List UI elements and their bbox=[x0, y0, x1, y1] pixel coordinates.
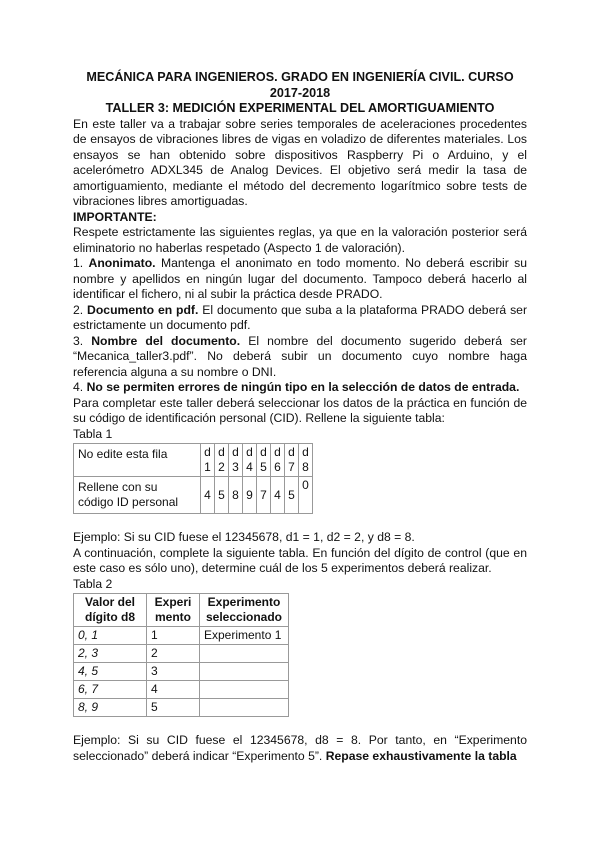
table-cell: 5 bbox=[147, 699, 200, 717]
rule-3: 3. Nombre del documento. El nombre del documento sugerido deberá ser “Mecanica_taller3.pdf”. No deberá subir un documento cuyo nombre haga referencia alguna a su nombre o DNI. bbox=[73, 333, 527, 379]
intro-paragraph: En este taller va a trabajar sobre series temporales de aceleraciones procedentes de ensayos de vibraciones libres de vigas en voladizo de diferentes materiales. Los ensayos se han obtenido sobre dispositivos Raspberry Pi o Arduino, y el acelerómetro ADXL345 de Analog Devices. El objetivo será medir la tasa de amortiguamiento, mediante el método del decremento logarítmico sobre tests de vibraciones libres amortiguadas. bbox=[73, 116, 527, 208]
table-cell: 2, 3 bbox=[74, 645, 147, 663]
table-cell: d 8 bbox=[299, 444, 313, 477]
table1-caption: Tabla 1 bbox=[73, 426, 113, 441]
table-row bbox=[74, 627, 289, 645]
table-row bbox=[74, 699, 289, 717]
table-cell: 5 bbox=[285, 477, 299, 514]
table-cell: d 4 bbox=[243, 444, 257, 477]
table-cell: 4 bbox=[271, 477, 285, 514]
table-cell: 4 bbox=[147, 681, 200, 699]
cid-table bbox=[73, 443, 313, 514]
table-cell: d 3 bbox=[229, 444, 243, 477]
document-page bbox=[73, 70, 527, 764]
table2-intro: A continuación, complete la siguiente tabla. En función del dígito de control (que en este caso es sólo uno), determine cuál de los 5 experimentos deberá realizar. bbox=[73, 545, 527, 575]
table-cell: Rellene con su código ID personal bbox=[74, 477, 201, 514]
table-cell: d 7 bbox=[285, 444, 299, 477]
table-cell: 3 bbox=[147, 663, 200, 681]
table-cell: 1 bbox=[147, 627, 200, 645]
table-row bbox=[74, 594, 289, 627]
table-cell: 5 bbox=[215, 477, 229, 514]
table-cell: 0, 1 bbox=[74, 627, 147, 645]
table-cell: 0 bbox=[299, 477, 313, 514]
document-title bbox=[73, 70, 527, 101]
important-heading: IMPORTANTE: bbox=[73, 209, 157, 224]
table-cell: No edite esta fila bbox=[74, 444, 201, 477]
table-header: Valor del dígito d8 bbox=[74, 594, 147, 627]
rule-2: 2. Documento en pdf. El documento que suba a la plataforma PRADO deberá ser estrictamente un documento pdf. bbox=[73, 302, 527, 332]
table-row bbox=[74, 663, 289, 681]
table-cell: 9 bbox=[243, 477, 257, 514]
example-2: Ejemplo: Si su CID fuese el 12345678, d8 = 8. Por tanto, en “Experimento seleccionado” deberá indicar “Experimento 5”. Repase exhaustivamente la tabla bbox=[73, 733, 527, 763]
table-cell: 4 bbox=[201, 477, 215, 514]
table-header: Experimento seleccionado bbox=[200, 594, 289, 627]
table-row bbox=[74, 645, 289, 663]
table-cell: 8 bbox=[229, 477, 243, 514]
table-header: Experi mento bbox=[147, 594, 200, 627]
title-line-1: MECÁNICA PARA INGENIEROS. GRADO EN INGENIERÍA CIVIL. CURSO bbox=[86, 70, 514, 84]
table-row bbox=[74, 681, 289, 699]
table-cell: d 6 bbox=[271, 444, 285, 477]
rule-4: 4. No se permiten errores de ningún tipo en la selección de datos de entrada. bbox=[73, 380, 520, 394]
rule-1: 1. Anonimato. Mantenga el anonimato en todo momento. No deberá escribir su nombre y apellidos en ningún lugar del documento. Tampoco deberá hacerlo al identificar el fichero, ni al subir la práctica desde PRADO. bbox=[73, 256, 527, 301]
experiment-table bbox=[73, 593, 289, 717]
table-cell: Experimento 1 bbox=[200, 627, 289, 645]
table-cell bbox=[200, 699, 289, 717]
table-cell: 2 bbox=[147, 645, 200, 663]
table-cell bbox=[200, 645, 289, 663]
document-subtitle: TALLER 3: MEDICIÓN EXPERIMENTAL DEL AMORTIGUAMIENTO bbox=[105, 101, 495, 115]
table-cell: d 2 bbox=[215, 444, 229, 477]
table1-intro: Para completar este taller deberá seleccionar los datos de la práctica en función de su código de identificación personal (CID). Rellene la siguiente tabla: bbox=[73, 395, 527, 425]
table-cell bbox=[200, 663, 289, 681]
important-text: Respete estrictamente las siguientes reglas, ya que en la valoración posterior será eliminatorio no haberlas respetado (Aspecto 1 de valoración). bbox=[73, 225, 527, 255]
table-cell: 4, 5 bbox=[74, 663, 147, 681]
table-cell: 8, 9 bbox=[74, 699, 147, 717]
table-cell: 7 bbox=[257, 477, 271, 514]
title-line-2: 2017-2018 bbox=[269, 85, 331, 100]
table-cell bbox=[200, 681, 289, 699]
example-1: Ejemplo: Si su CID fuese el 12345678, d1 = 1, d2 = 2, y d8 = 8. bbox=[73, 530, 415, 544]
table-cell: d 1 bbox=[201, 444, 215, 477]
table2-caption: Tabla 2 bbox=[73, 576, 113, 591]
table-row bbox=[74, 477, 313, 514]
table-cell: d 5 bbox=[257, 444, 271, 477]
table-row bbox=[74, 444, 313, 477]
table-cell: 6, 7 bbox=[74, 681, 147, 699]
